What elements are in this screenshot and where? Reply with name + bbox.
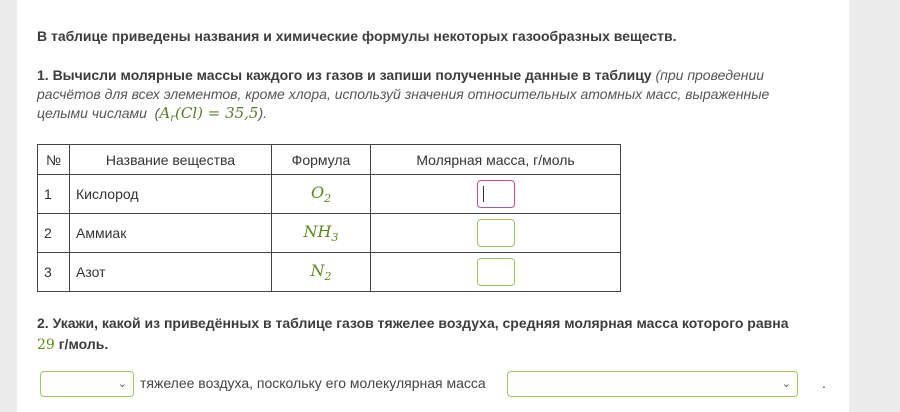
- header-formula: Формула: [272, 145, 371, 175]
- gas-select[interactable]: [40, 371, 134, 397]
- task-card: [17, 0, 849, 412]
- question-1: 1. Вычисли молярные массы каждого из газов и запиши полученные данные в таблицу (при проведении расчётов для всех элементов, кроме хлора, используй значения относительных атомных масс, выраженные целыми числами $(A_r(Cl) = 35,5)$.: [37, 67, 770, 124]
- header-name: Название вещества: [70, 145, 272, 175]
- row-number: 1: [38, 175, 70, 214]
- molar-mass-input-oxygen[interactable]: [477, 180, 515, 208]
- answer-middle-text: тяжелее воздуха, поскольку его молекулярная масса: [140, 375, 486, 391]
- row-formula: $O_2$: [272, 175, 371, 214]
- row-name: Аммиак: [70, 214, 272, 253]
- question-1-lead: 1. Вычисли молярные массы каждого из газов и запиши полученные данные в таблицу: [37, 67, 652, 83]
- question-2: 2. Укажи, какой из приведённых в таблице газов тяжелее воздуха, средняя молярная масса которого равна 29 г/моль.: [37, 315, 789, 353]
- table-row: [38, 175, 621, 214]
- row-formula: $NH_3$: [272, 214, 371, 253]
- molar-mass-input-nitrogen[interactable]: [477, 258, 515, 286]
- header-number: №: [38, 145, 70, 175]
- row-number: 2: [38, 214, 70, 253]
- question-1-note: (при проведении расчётов для всех элементов, кроме хлора, используй значения относительных атомных масс, выраженные целыми числами: [37, 67, 770, 121]
- chevron-down-icon: ⌄: [117, 378, 127, 390]
- row-number: 3: [38, 253, 70, 292]
- chlorine-mass-formula: $A_r(Cl) = 35,5$: [159, 104, 259, 124]
- row-formula: $N_2$: [272, 253, 371, 292]
- chevron-down-icon: ⌄: [781, 378, 791, 390]
- reason-select[interactable]: [507, 371, 798, 397]
- air-molar-mass-value: 29: [37, 337, 55, 353]
- answer-line: ⌄ тяжелее воздуха, поскольку его молекулярная масса ⌄ .: [40, 371, 830, 399]
- molar-mass-input-ammonia[interactable]: [477, 219, 515, 247]
- row-name: Кислород: [70, 175, 272, 214]
- table-header-row: [38, 145, 621, 175]
- table-row: [38, 253, 621, 292]
- row-name: Азот: [70, 253, 272, 292]
- header-molar-mass: Молярная масса, г/моль: [371, 145, 621, 175]
- gases-table: [37, 144, 621, 292]
- intro-text: В таблице приведены названия и химические формулы некоторых газообразных веществ.: [37, 28, 677, 44]
- table-row: [38, 214, 621, 253]
